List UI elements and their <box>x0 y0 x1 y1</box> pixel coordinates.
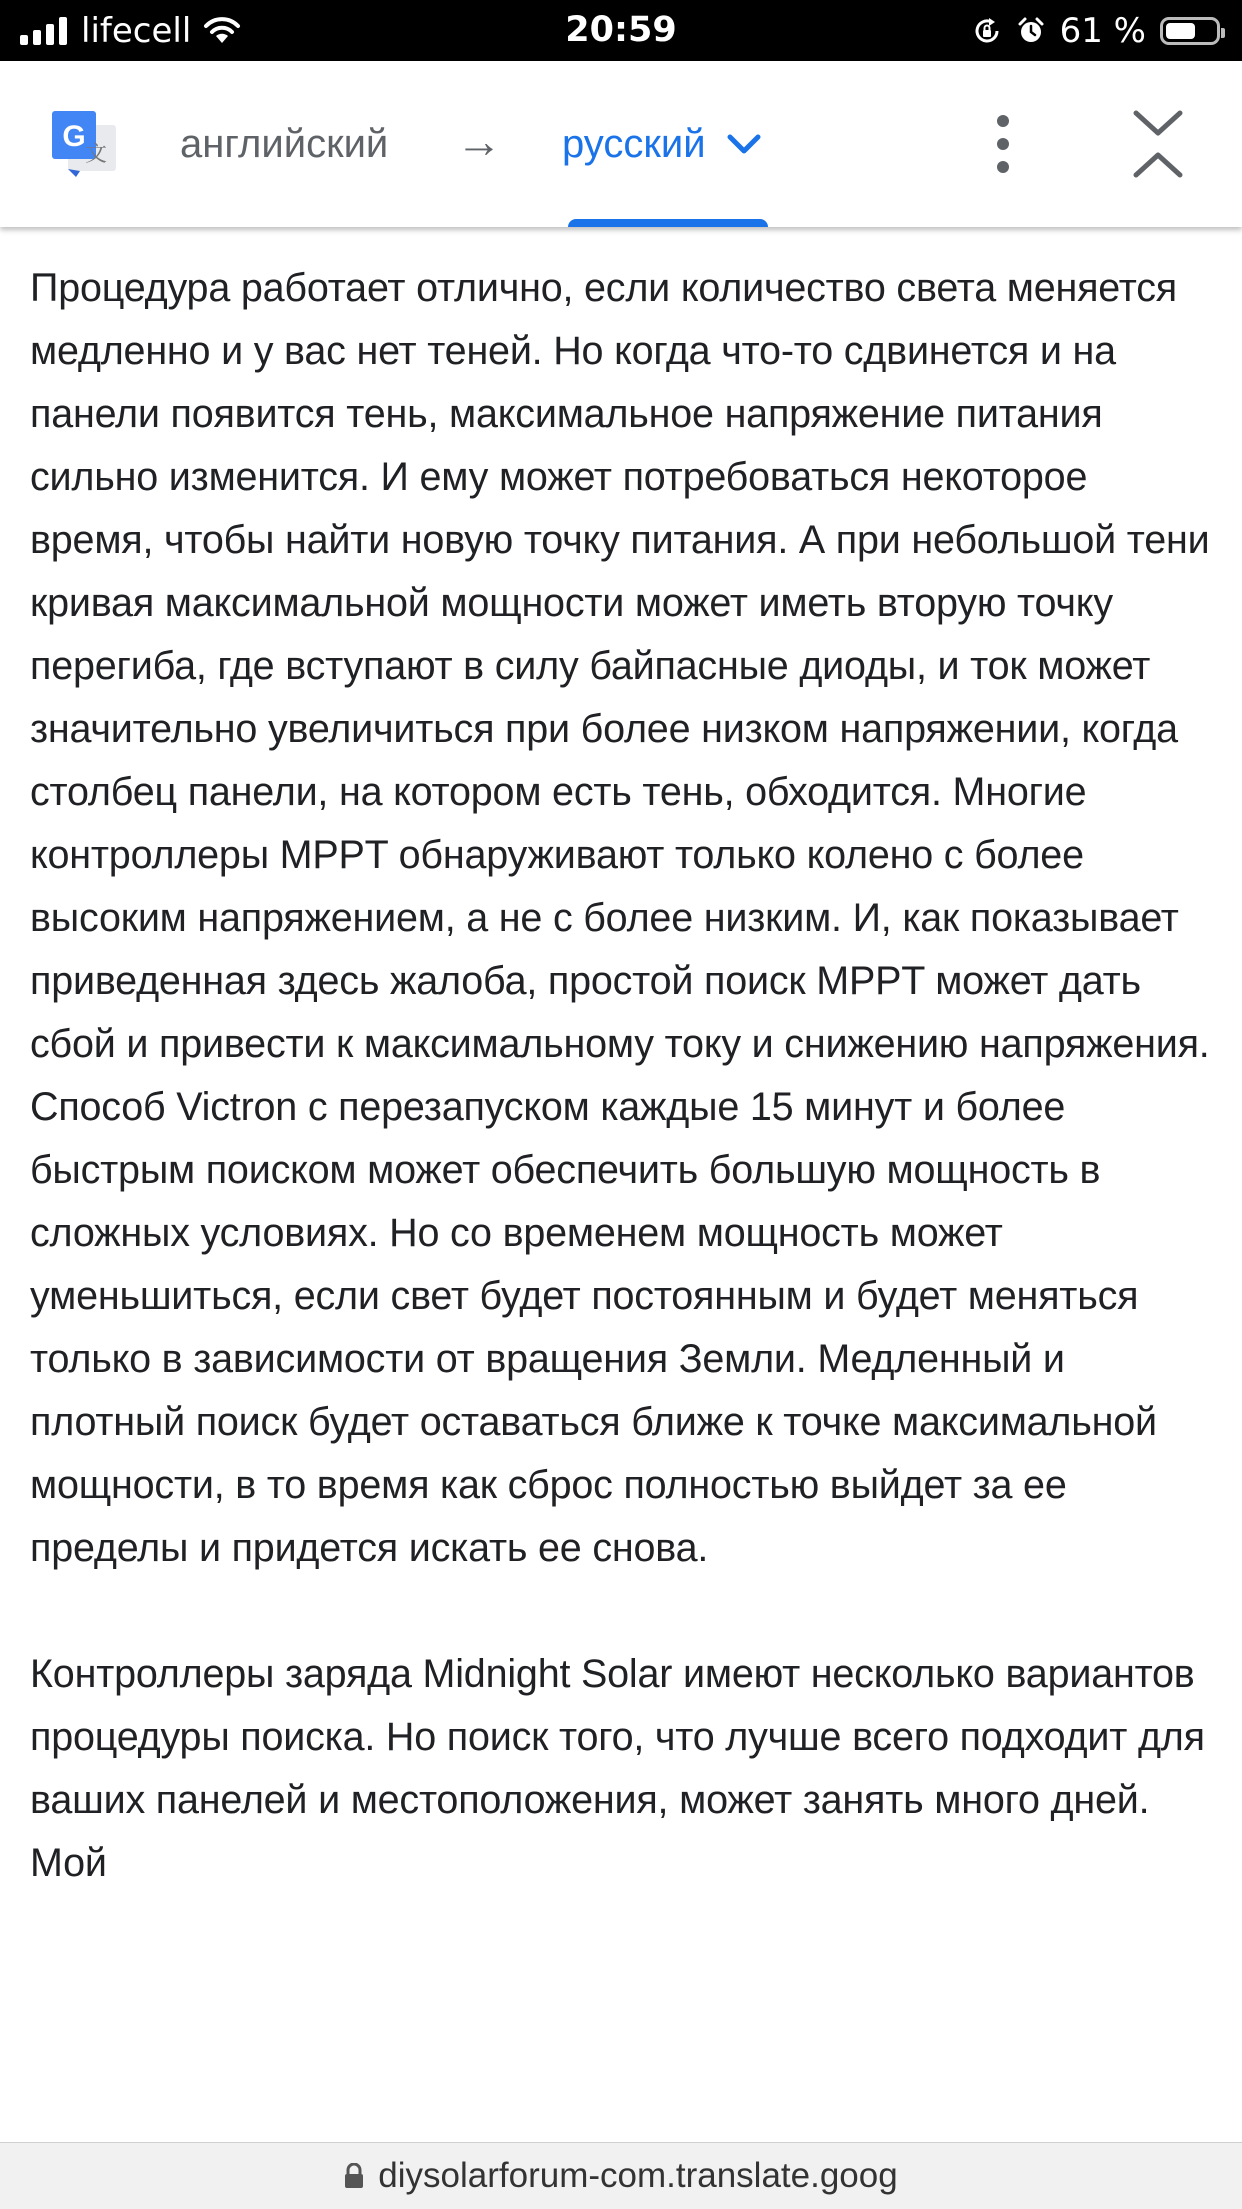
article-content <box>30 257 1220 1895</box>
google-translate-icon[interactable] <box>50 109 118 177</box>
collapse-icon[interactable] <box>1128 105 1188 183</box>
target-language: русский <box>562 121 706 166</box>
active-tab-indicator <box>568 219 768 227</box>
translate-toolbar <box>0 61 1242 227</box>
direction-arrow: → <box>456 115 502 167</box>
svg-text:G: G <box>62 120 86 153</box>
battery-tip <box>1221 28 1225 38</box>
lock-icon <box>344 2163 364 2189</box>
article-paragraph: Контроллеры заряда Midnight Solar имеют несколько вариантов процедуры поиска. Но поиск того, что лучше всего подходит для ваших панелей и местоположения, может занять много дней. Мой <box>30 1652 1205 1885</box>
more-vertical-icon[interactable] <box>978 111 1028 177</box>
url-text: diysolarforum-com.translate.goog <box>378 2156 898 2195</box>
status-bar <box>0 0 1242 61</box>
battery-icon <box>1160 17 1220 45</box>
svg-text:文: 文 <box>84 142 108 167</box>
chevron-down-icon <box>726 132 762 156</box>
orientation-lock-icon <box>972 16 1002 46</box>
battery-fill <box>1166 23 1195 39</box>
source-language[interactable]: английский <box>180 122 389 166</box>
alarm-icon <box>1016 16 1046 46</box>
status-time: 20:59 <box>565 10 677 50</box>
carrier-name: lifecell <box>81 10 192 51</box>
address-bar[interactable] <box>0 2142 1242 2209</box>
target-language-selector[interactable] <box>562 61 762 227</box>
battery-percent: 61 % <box>1059 10 1146 51</box>
article-paragraph: Процедура работает отлично, если количество света меняется медленно и у вас нет теней. Но когда что-то сдвинется и на панели появится тень, максимальное напряжение питания сильно изменится. И ему может потребоваться некоторое время, чтобы найти новую точку питания. А при небольшой тени кривая максимальной мощности может иметь вторую точку перегиба, где вступают в силу байпасные диоды, и ток может значительно увеличиться при более низком напряжении, когда столбец панели, на котором есть тень, обходится. Многие контроллеры MPPT обнаруживают только колено с более высоким напряжением, а не с более низким. И, как показывает приведенная здесь жалоба, простой поиск MPPT может дать сбой и привести к максимальному току и снижению напряжения. Способ Victron с перезапуском каждые 15 минут и более быстрым поиском может обеспечить большую мощность в сложных условиях. Но со временем мощность может уменьшиться, если свет будет постоянным и будет меняться только в зависимости от вращения Земли. Медленный и плотный поиск будет оставаться ближе к точке максимальной мощности, в то время как сброс полностью выйдет за ее пределы и придется искать ее снова. <box>30 266 1210 1570</box>
status-right <box>972 0 1220 61</box>
